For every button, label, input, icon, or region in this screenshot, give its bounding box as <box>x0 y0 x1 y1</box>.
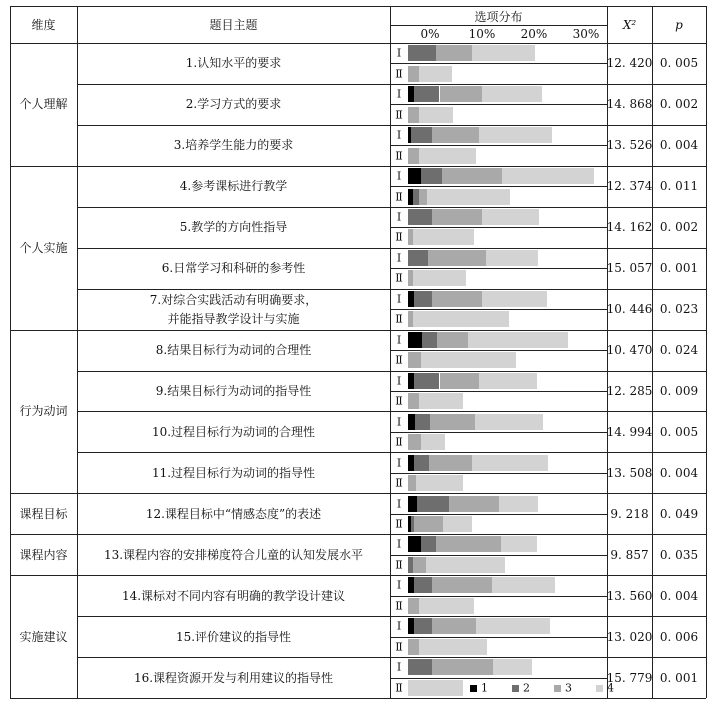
bar-segment-option-4 <box>493 659 532 675</box>
item-title: 2.学习方式的要求 <box>185 97 282 112</box>
p-value: 0. 004 <box>659 465 699 480</box>
version-label: Ⅱ <box>395 681 403 695</box>
p-value: 0. 005 <box>659 424 699 439</box>
row-sep-line <box>77 330 706 331</box>
version-divider-line <box>390 596 607 597</box>
bar-segment-option-4 <box>472 45 535 61</box>
header-sub-line <box>390 25 607 26</box>
row-sep-line <box>77 289 706 290</box>
version-label: Ⅱ <box>395 67 403 81</box>
p-value: 0. 011 <box>659 179 699 194</box>
bar-segment-option-4 <box>413 270 466 286</box>
item-title: 9.结果目标行为动词的指导性 <box>155 383 312 398</box>
bar-segment-option-4 <box>468 332 568 348</box>
bar-segment-option-4 <box>419 598 474 614</box>
bar-segment-option-3 <box>414 516 443 532</box>
table-bottom-border <box>10 698 706 699</box>
bar-segment-option-2 <box>414 373 439 389</box>
bar-segment-option-3 <box>413 557 426 573</box>
version-label: Ⅰ <box>396 537 402 551</box>
bar-segment-option-4 <box>443 516 472 532</box>
version-label: Ⅰ <box>396 333 402 347</box>
table-right-border <box>706 6 707 698</box>
legend-swatch-1 <box>470 685 477 692</box>
version-label: Ⅰ <box>396 374 402 388</box>
item-title-line1: 7.对综合实践活动有明确要求， <box>149 293 318 308</box>
p-value: 0. 001 <box>659 670 699 685</box>
col-sep-dimension <box>77 6 78 698</box>
bar-segment-option-4 <box>472 455 548 471</box>
row-sep-line <box>77 493 706 494</box>
version-divider-line <box>390 227 607 228</box>
legend-label: 3 <box>565 681 572 695</box>
version-label: Ⅰ <box>396 46 402 60</box>
bar-segment-option-2 <box>422 332 437 348</box>
version-label: Ⅰ <box>396 619 402 633</box>
version-divider-line <box>390 63 607 64</box>
bar-segment-option-4 <box>413 311 509 327</box>
bar-segment-option-3 <box>432 659 492 675</box>
p-value: 0. 006 <box>659 629 699 644</box>
bar-segment-option-3 <box>432 127 479 143</box>
bar-segment-option-4 <box>502 168 594 184</box>
bar-segment-option-3 <box>408 434 421 450</box>
header-bottom-line <box>10 43 706 44</box>
chi-square-value: 9. 218 <box>610 506 649 521</box>
row-sep-line <box>77 575 706 576</box>
item-title: 6.日常学习和科研的参考性 <box>161 261 306 276</box>
bar-segment-option-4 <box>421 352 516 368</box>
chi-square-value: 14. 994 <box>606 424 653 439</box>
bar-segment-option-3 <box>408 352 421 368</box>
chi-square-value: 13. 526 <box>606 138 653 153</box>
version-label: Ⅰ <box>396 497 402 511</box>
bar-segment-option-3 <box>408 393 419 409</box>
version-label: Ⅰ <box>396 578 402 592</box>
version-divider-line <box>390 104 607 105</box>
bar-segment-option-3 <box>408 107 419 123</box>
group-label: 课程内容 <box>19 547 68 562</box>
bar-segment-option-3 <box>429 455 472 471</box>
version-label: Ⅱ <box>395 394 403 408</box>
p-value: 0. 024 <box>659 343 699 358</box>
legend-swatch-2 <box>512 685 519 692</box>
row-sep-line <box>77 371 706 372</box>
bar-segment-option-4 <box>419 148 477 164</box>
legend-swatch-3 <box>554 685 561 692</box>
bar-segment-option-3 <box>432 209 482 225</box>
bar-segment-option-2 <box>408 45 436 61</box>
bar-segment-option-4 <box>475 414 543 430</box>
row-sep-line <box>77 616 706 617</box>
version-divider-line <box>390 637 607 638</box>
p-value: 0. 002 <box>659 220 699 235</box>
bar-segment-option-3 <box>408 639 419 655</box>
header-dimension: 维度 <box>31 17 56 32</box>
bar-segment-option-2 <box>408 209 432 225</box>
item-title-line2: 并能指导教学设计与实施 <box>167 312 300 327</box>
row-sep-line <box>77 534 706 535</box>
item-title: 13.课程内容的安排梯度符合儿童的认知发展水平 <box>103 547 364 562</box>
item-title: 14.课标对不同内容有明确的教学设计建议 <box>121 588 346 603</box>
row-sep-line <box>77 657 706 658</box>
group-label: 行为动词 <box>19 404 68 419</box>
version-divider-line <box>390 350 607 351</box>
bar-segment-option-3 <box>449 496 499 512</box>
version-divider-line <box>390 391 607 392</box>
chi-square-value: 15. 779 <box>606 670 653 685</box>
item-title: 1.认知水平的要求 <box>185 56 282 71</box>
item-title: 16.课程资源开发与利用建议的指导性 <box>133 670 334 685</box>
bar-segment-option-3 <box>440 86 482 102</box>
row-sep-line <box>77 411 706 412</box>
bar-segment-option-3 <box>408 598 419 614</box>
bar-segment-option-3 <box>408 475 416 491</box>
version-label: Ⅰ <box>396 169 402 183</box>
bar-segment-option-2 <box>421 536 436 552</box>
bar-segment-option-4 <box>416 475 463 491</box>
bar-segment-option-4 <box>427 189 510 205</box>
chi-square-value: 13. 508 <box>606 465 653 480</box>
item-title: 8.结果目标行为动词的合理性 <box>155 343 312 358</box>
p-value: 0. 004 <box>659 588 699 603</box>
version-label: Ⅱ <box>395 517 403 531</box>
legend-swatch-4 <box>596 685 603 692</box>
table-top-border <box>10 6 706 7</box>
group-sep-line <box>10 330 77 331</box>
bar-segment-option-2 <box>414 455 429 471</box>
row-sep-line <box>77 125 706 126</box>
bar-segment-option-2 <box>415 414 430 430</box>
bar-segment-option-4 <box>479 373 537 389</box>
version-label: Ⅰ <box>396 87 402 101</box>
version-label: Ⅱ <box>395 435 403 449</box>
version-label: Ⅰ <box>396 128 402 142</box>
p-value: 0. 005 <box>659 56 699 71</box>
row-sep-line <box>77 84 706 85</box>
chi-square-value: 13. 560 <box>606 588 653 603</box>
bar-segment-option-4 <box>426 557 505 573</box>
bar-segment-option-3 <box>436 45 472 61</box>
bar-segment-option-3 <box>432 291 482 307</box>
bar-segment-option-3 <box>428 250 486 266</box>
version-label: Ⅰ <box>396 415 402 429</box>
p-value: 0. 023 <box>659 302 699 317</box>
legend-label: 2 <box>523 681 530 695</box>
version-label: Ⅰ <box>396 210 402 224</box>
group-sep-line <box>10 493 77 494</box>
item-title: 4.参考课标进行教学 <box>179 179 288 194</box>
group-label: 个人实施 <box>19 240 68 255</box>
chi-square-value: 10. 446 <box>606 302 653 317</box>
version-divider-line <box>390 186 607 187</box>
p-value: 0. 002 <box>659 97 699 112</box>
p-value: 0. 009 <box>659 383 699 398</box>
version-label: Ⅱ <box>395 149 403 163</box>
bar-segment-option-4 <box>482 209 539 225</box>
chi-square-value: 10. 470 <box>606 343 653 358</box>
bar-segment-option-4 <box>408 680 463 696</box>
header-tick: 0% <box>420 27 440 41</box>
item-title: 15.评价建议的指导性 <box>175 629 292 644</box>
bar-segment-option-4 <box>479 127 553 143</box>
version-label: Ⅰ <box>396 251 402 265</box>
group-label: 实施建议 <box>19 629 68 644</box>
bar-segment-option-4 <box>421 434 445 450</box>
version-label: Ⅱ <box>395 271 403 285</box>
p-value: 0. 001 <box>659 261 699 276</box>
bar-segment-option-1 <box>408 536 421 552</box>
chi-square-value: 14. 162 <box>606 220 653 235</box>
p-value: 0. 049 <box>659 506 699 521</box>
bar-segment-option-3 <box>442 168 502 184</box>
bar-segment-option-4 <box>482 291 548 307</box>
bar-segment-option-1 <box>408 414 415 430</box>
header-chi: X² <box>622 17 637 32</box>
version-label: Ⅱ <box>395 190 403 204</box>
version-label: Ⅰ <box>396 660 402 674</box>
version-label: Ⅱ <box>395 558 403 572</box>
bar-segment-option-3 <box>419 189 427 205</box>
bar-segment-option-4 <box>499 496 538 512</box>
version-label: Ⅱ <box>395 312 403 326</box>
bar-segment-option-4 <box>419 66 453 82</box>
group-sep-line <box>10 166 77 167</box>
version-label: Ⅱ <box>395 476 403 490</box>
version-label: Ⅰ <box>396 456 402 470</box>
item-title: 3.培养学生能力的要求 <box>173 138 294 153</box>
chi-square-value: 13. 020 <box>606 629 653 644</box>
bar-segment-option-4 <box>419 107 453 123</box>
version-divider-line <box>390 309 607 310</box>
p-value: 0. 004 <box>659 138 699 153</box>
bar-segment-option-2 <box>414 577 431 593</box>
group-sep-line <box>10 575 77 576</box>
bar-segment-option-3 <box>430 414 475 430</box>
bar-segment-option-4 <box>486 250 539 266</box>
bar-segment-option-3 <box>432 577 492 593</box>
header-distribution: 选项分布 <box>474 9 523 24</box>
version-label: Ⅰ <box>396 292 402 306</box>
version-divider-line <box>390 473 607 474</box>
version-divider-line <box>390 678 607 679</box>
group-sep-line <box>10 534 77 535</box>
version-divider-line <box>390 432 607 433</box>
legend-label: 4 <box>607 681 614 695</box>
bar-segment-option-2 <box>417 496 449 512</box>
bar-segment-option-4 <box>419 639 487 655</box>
bar-segment-option-4 <box>501 536 537 552</box>
bar-segment-option-2 <box>421 168 442 184</box>
bar-segment-option-3 <box>432 618 477 634</box>
bar-segment-option-1 <box>408 496 417 512</box>
legend-label: 1 <box>481 681 488 695</box>
chi-square-value: 12. 285 <box>606 383 653 398</box>
header-tick: 30% <box>572 27 600 41</box>
table-left-border <box>10 6 11 698</box>
version-divider-line <box>390 145 607 146</box>
bar-segment-option-3 <box>408 148 419 164</box>
group-label: 个人理解 <box>19 97 68 112</box>
bar-segment-option-3 <box>436 536 502 552</box>
bar-segment-option-3 <box>437 332 469 348</box>
version-label: Ⅱ <box>395 230 403 244</box>
version-label: Ⅱ <box>395 599 403 613</box>
row-sep-line <box>77 166 706 167</box>
bar-segment-option-4 <box>419 393 464 409</box>
bar-segment-option-1 <box>408 332 422 348</box>
item-title: 10.过程目标行为动词的合理性 <box>151 424 316 439</box>
p-value: 0. 035 <box>659 547 699 562</box>
version-divider-line <box>390 514 607 515</box>
bar-segment-option-2 <box>414 618 431 634</box>
header-tick: 20% <box>520 27 548 41</box>
version-divider-line <box>390 555 607 556</box>
chi-square-value: 9. 857 <box>610 547 649 562</box>
bar-segment-option-2 <box>408 659 432 675</box>
col-sep-topic <box>390 6 391 698</box>
chi-square-value: 12. 374 <box>606 179 653 194</box>
bar-segment-option-4 <box>413 229 474 245</box>
bar-segment-option-3 <box>440 373 479 389</box>
row-sep-line <box>77 248 706 249</box>
version-divider-line <box>390 268 607 269</box>
bar-segment-option-4 <box>492 577 555 593</box>
header-tick: 10% <box>468 27 496 41</box>
header-p: p <box>675 17 683 32</box>
bar-segment-option-2 <box>408 250 428 266</box>
bar-segment-option-4 <box>482 86 542 102</box>
bar-segment-option-4 <box>476 618 550 634</box>
chi-square-value: 15. 057 <box>606 261 653 276</box>
bar-segment-option-3 <box>408 66 419 82</box>
row-sep-line <box>77 452 706 453</box>
chi-square-value: 14. 868 <box>606 97 653 112</box>
header-topic: 题目主题 <box>209 17 258 32</box>
row-sep-line <box>77 207 706 208</box>
version-label: Ⅱ <box>395 108 403 122</box>
group-label: 课程目标 <box>19 506 68 521</box>
item-title: 11.过程目标行为动词的指导性 <box>151 465 316 480</box>
bar-segment-option-2 <box>411 127 432 143</box>
chi-square-value: 12. 420 <box>606 56 653 71</box>
item-title: 12.课程目标中“情感态度”的表述 <box>145 506 322 521</box>
version-label: Ⅱ <box>395 640 403 654</box>
item-title: 5.教学的方向性指导 <box>179 220 288 235</box>
bar-segment-option-2 <box>414 291 431 307</box>
version-label: Ⅱ <box>395 353 403 367</box>
bar-segment-option-1 <box>408 168 421 184</box>
bar-segment-option-2 <box>414 86 439 102</box>
data-table <box>10 6 706 698</box>
